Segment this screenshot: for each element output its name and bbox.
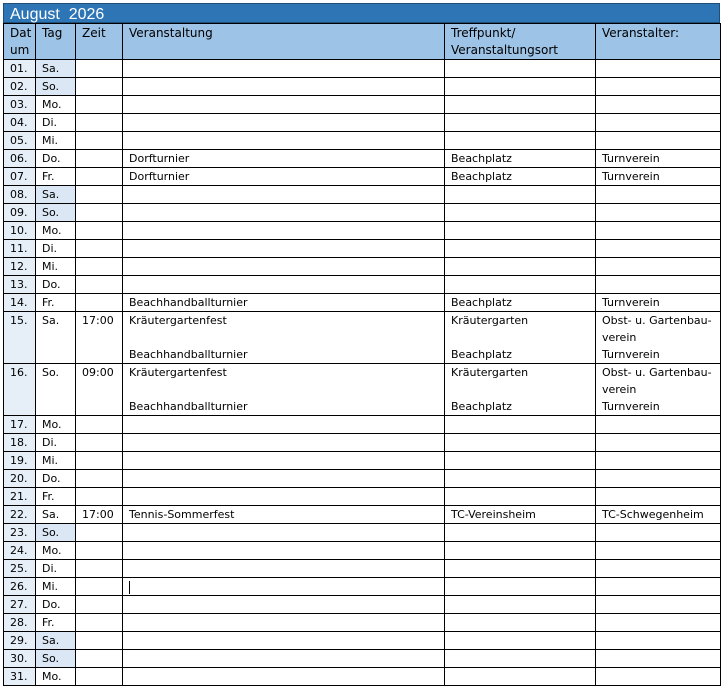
- organizer-cell[interactable]: [596, 560, 721, 578]
- event-text: Kräutergartenfest: [129, 366, 227, 379]
- table-row: [4, 276, 721, 294]
- date-cell[interactable]: 16.: [4, 364, 36, 416]
- organizer-cell[interactable]: [596, 650, 721, 668]
- date-cell[interactable]: 18.: [4, 434, 36, 452]
- organizer-text: Turnverein: [602, 400, 660, 413]
- event-cell[interactable]: [123, 560, 445, 578]
- organizer-text: Turnverein: [602, 348, 660, 361]
- organizer-text: TC-Schwegenheim: [602, 508, 704, 521]
- place-cell[interactable]: [445, 416, 596, 434]
- day-cell[interactable]: Sa.: [36, 186, 76, 204]
- place-cell[interactable]: [445, 434, 596, 452]
- day-cell[interactable]: Do.: [36, 150, 76, 168]
- table-row: [4, 186, 721, 204]
- event-cell[interactable]: [123, 578, 445, 596]
- date-cell[interactable]: 28.: [4, 614, 36, 632]
- day-cell[interactable]: Mo.: [36, 542, 76, 560]
- date-cell[interactable]: 25.: [4, 560, 36, 578]
- table-body: [4, 60, 721, 686]
- time-text: 17:00: [82, 508, 114, 521]
- time-cell[interactable]: [76, 222, 123, 240]
- time-cell[interactable]: [76, 78, 123, 96]
- place-cell[interactable]: [445, 132, 596, 150]
- table-row: [4, 294, 721, 312]
- time-text: [82, 150, 116, 167]
- table-row: [4, 222, 721, 240]
- table-row: [4, 204, 721, 222]
- date-cell[interactable]: 06.: [4, 150, 36, 168]
- date-cell[interactable]: 26.: [4, 578, 36, 596]
- organizer-cell[interactable]: [596, 168, 721, 186]
- event-cell[interactable]: [123, 258, 445, 276]
- place-cell[interactable]: [445, 258, 596, 276]
- day-cell[interactable]: Do.: [36, 470, 76, 488]
- event-text: Beachhandballturnier: [129, 348, 248, 361]
- day-cell[interactable]: So.: [36, 650, 76, 668]
- place-cell[interactable]: [445, 186, 596, 204]
- event-cell[interactable]: [123, 470, 445, 488]
- time-cell[interactable]: [76, 452, 123, 470]
- time-cell[interactable]: [76, 312, 123, 364]
- time-text: 17:00: [82, 314, 114, 327]
- table-row: [4, 470, 721, 488]
- organizer-cell[interactable]: [596, 524, 721, 542]
- date-cell[interactable]: 30.: [4, 650, 36, 668]
- place-cell[interactable]: [445, 114, 596, 132]
- place-cell[interactable]: [445, 632, 596, 650]
- day-cell[interactable]: Sa.: [36, 312, 76, 364]
- place-cell[interactable]: [445, 78, 596, 96]
- day-cell[interactable]: Mo.: [36, 668, 76, 686]
- table-row: [4, 132, 721, 150]
- place-cell[interactable]: [445, 364, 596, 416]
- date-cell[interactable]: 14.: [4, 294, 36, 312]
- place-cell[interactable]: [445, 240, 596, 258]
- event-text: [129, 329, 438, 346]
- organizer-cell[interactable]: [596, 506, 721, 524]
- organizer-text: Turnverein: [602, 170, 660, 183]
- event-cell[interactable]: [123, 78, 445, 96]
- table-row: [4, 506, 721, 524]
- header-time: Zeit: [76, 24, 123, 60]
- table-row: [4, 632, 721, 650]
- date-cell[interactable]: 08.: [4, 186, 36, 204]
- table-row: [4, 668, 721, 686]
- time-text: [82, 294, 116, 311]
- place-cell[interactable]: [445, 668, 596, 686]
- organizer-cell[interactable]: [596, 132, 721, 150]
- time-cell[interactable]: [76, 276, 123, 294]
- event-cell[interactable]: [123, 276, 445, 294]
- organizer-cell[interactable]: [596, 114, 721, 132]
- event-cell[interactable]: [123, 240, 445, 258]
- time-cell[interactable]: [76, 114, 123, 132]
- day-cell[interactable]: Fr.: [36, 488, 76, 506]
- day-cell[interactable]: Sa.: [36, 632, 76, 650]
- place-cell[interactable]: [445, 60, 596, 78]
- organizer-cell[interactable]: [596, 470, 721, 488]
- place-text: Beachplatz: [451, 400, 512, 413]
- table-row: [4, 452, 721, 470]
- organizer-cell[interactable]: [596, 452, 721, 470]
- date-cell[interactable]: 15.: [4, 312, 36, 364]
- time-cell[interactable]: [76, 524, 123, 542]
- table-row: [4, 312, 721, 364]
- time-text: [82, 398, 116, 415]
- event-cell[interactable]: [123, 114, 445, 132]
- date-cell[interactable]: 20.: [4, 470, 36, 488]
- place-text: Beachplatz: [451, 296, 512, 309]
- table-row: [4, 258, 721, 276]
- organizer-cell[interactable]: [596, 204, 721, 222]
- event-cell[interactable]: [123, 434, 445, 452]
- organizer-cell[interactable]: [596, 364, 721, 416]
- day-cell[interactable]: Fr.: [36, 168, 76, 186]
- date-cell[interactable]: 29.: [4, 632, 36, 650]
- place-cell[interactable]: [445, 488, 596, 506]
- organizer-cell[interactable]: [596, 542, 721, 560]
- time-cell[interactable]: [76, 168, 123, 186]
- day-cell[interactable]: So.: [36, 364, 76, 416]
- organizer-cell[interactable]: [596, 258, 721, 276]
- time-cell[interactable]: [76, 506, 123, 524]
- event-cell[interactable]: [123, 60, 445, 78]
- event-cell[interactable]: [123, 312, 445, 364]
- organizer-cell[interactable]: [596, 578, 721, 596]
- event-cell[interactable]: [123, 96, 445, 114]
- organizer-cell[interactable]: [596, 632, 721, 650]
- place-text: Beachplatz: [451, 152, 512, 165]
- header-row: [4, 24, 721, 60]
- time-cell[interactable]: [76, 132, 123, 150]
- day-cell[interactable]: Fr.: [36, 294, 76, 312]
- time-cell[interactable]: [76, 434, 123, 452]
- table-row: [4, 488, 721, 506]
- organizer-text: Obst- u. Gartenbau-: [602, 314, 712, 327]
- event-cell[interactable]: [123, 452, 445, 470]
- day-cell[interactable]: Sa.: [36, 60, 76, 78]
- events-table: [3, 23, 721, 686]
- organizer-cell[interactable]: [596, 416, 721, 434]
- event-cell[interactable]: [123, 204, 445, 222]
- header-place: Treffpunkt/ Veranstaltungsort: [445, 24, 596, 60]
- day-cell[interactable]: Di.: [36, 560, 76, 578]
- event-text: Kräutergartenfest: [129, 314, 227, 327]
- table-row: [4, 364, 721, 416]
- place-cell[interactable]: [445, 452, 596, 470]
- time-cell[interactable]: [76, 294, 123, 312]
- date-cell[interactable]: 09.: [4, 204, 36, 222]
- table-row: [4, 614, 721, 632]
- calendar-title: August 2026: [3, 3, 720, 23]
- date-cell[interactable]: 03.: [4, 96, 36, 114]
- place-cell[interactable]: [445, 470, 596, 488]
- date-cell[interactable]: 05.: [4, 132, 36, 150]
- event-cell[interactable]: [123, 168, 445, 186]
- time-cell[interactable]: [76, 240, 123, 258]
- day-cell[interactable]: Sa.: [36, 506, 76, 524]
- time-cell[interactable]: [76, 416, 123, 434]
- event-cell[interactable]: [123, 596, 445, 614]
- day-cell[interactable]: Do.: [36, 596, 76, 614]
- table-row: [4, 150, 721, 168]
- place-cell[interactable]: [445, 524, 596, 542]
- time-cell[interactable]: [76, 488, 123, 506]
- time-cell[interactable]: [76, 186, 123, 204]
- event-cell[interactable]: [123, 650, 445, 668]
- time-cell[interactable]: [76, 258, 123, 276]
- event-cell[interactable]: [123, 506, 445, 524]
- date-cell[interactable]: 17.: [4, 416, 36, 434]
- organizer-cell[interactable]: [596, 222, 721, 240]
- event-cell[interactable]: [123, 668, 445, 686]
- organizer-cell[interactable]: [596, 668, 721, 686]
- time-text: [82, 346, 116, 363]
- place-text: Kräutergarten: [451, 314, 529, 327]
- place-cell[interactable]: [445, 96, 596, 114]
- table-row: [4, 96, 721, 114]
- header-organizer: Veranstalter:: [596, 24, 721, 60]
- place-text: Beachplatz: [451, 170, 512, 183]
- organizer-cell[interactable]: [596, 312, 721, 364]
- organizer-cell[interactable]: [596, 240, 721, 258]
- event-text: Beachhandballturnier: [129, 296, 248, 309]
- table-row: [4, 60, 721, 78]
- date-cell[interactable]: 12.: [4, 258, 36, 276]
- header-date: Dat um: [4, 24, 36, 60]
- place-cell[interactable]: [445, 168, 596, 186]
- time-cell[interactable]: [76, 560, 123, 578]
- place-text: [451, 381, 589, 398]
- organizer-cell[interactable]: [596, 60, 721, 78]
- time-cell[interactable]: [76, 596, 123, 614]
- event-cell[interactable]: [123, 132, 445, 150]
- date-cell[interactable]: 07.: [4, 168, 36, 186]
- organizer-text: Turnverein: [602, 152, 660, 165]
- place-cell[interactable]: [445, 276, 596, 294]
- place-cell[interactable]: [445, 312, 596, 364]
- event-cell[interactable]: [123, 524, 445, 542]
- table-row: [4, 560, 721, 578]
- organizer-cell[interactable]: [596, 434, 721, 452]
- table-row: [4, 524, 721, 542]
- day-cell[interactable]: Mo.: [36, 222, 76, 240]
- organizer-cell[interactable]: [596, 596, 721, 614]
- date-cell[interactable]: 04.: [4, 114, 36, 132]
- time-cell[interactable]: [76, 150, 123, 168]
- table-row: [4, 434, 721, 452]
- event-text: Tennis-Sommerfest: [129, 508, 235, 521]
- place-cell[interactable]: [445, 542, 596, 560]
- date-cell[interactable]: 27.: [4, 596, 36, 614]
- date-cell[interactable]: 22.: [4, 506, 36, 524]
- day-cell[interactable]: Do.: [36, 276, 76, 294]
- calendar-sheet: [3, 3, 720, 686]
- time-cell[interactable]: [76, 204, 123, 222]
- day-cell[interactable]: So.: [36, 204, 76, 222]
- date-cell[interactable]: 01.: [4, 60, 36, 78]
- time-cell[interactable]: [76, 470, 123, 488]
- date-cell[interactable]: 19.: [4, 452, 36, 470]
- place-cell[interactable]: [445, 560, 596, 578]
- time-cell[interactable]: [76, 668, 123, 686]
- time-text: [82, 329, 116, 346]
- day-cell[interactable]: So.: [36, 78, 76, 96]
- event-cell[interactable]: [123, 222, 445, 240]
- place-text: [451, 329, 589, 346]
- time-cell[interactable]: [76, 650, 123, 668]
- organizer-cell[interactable]: [596, 186, 721, 204]
- place-cell[interactable]: [445, 650, 596, 668]
- day-cell[interactable]: Mi.: [36, 258, 76, 276]
- day-cell[interactable]: Mi.: [36, 452, 76, 470]
- time-cell[interactable]: [76, 578, 123, 596]
- date-cell[interactable]: 24.: [4, 542, 36, 560]
- date-cell[interactable]: 11.: [4, 240, 36, 258]
- event-cell[interactable]: [123, 364, 445, 416]
- day-cell[interactable]: Mi.: [36, 132, 76, 150]
- time-cell[interactable]: [76, 60, 123, 78]
- organizer-cell[interactable]: [596, 150, 721, 168]
- event-text: Beachhandballturnier: [129, 400, 248, 413]
- place-text: TC-Vereinsheim: [451, 508, 536, 521]
- table-row: [4, 168, 721, 186]
- place-text: Beachplatz: [451, 348, 512, 361]
- time-cell[interactable]: [76, 542, 123, 560]
- header-event: Veranstaltung: [123, 24, 445, 60]
- place-cell[interactable]: [445, 578, 596, 596]
- organizer-cell[interactable]: [596, 78, 721, 96]
- day-cell[interactable]: Di.: [36, 240, 76, 258]
- organizer-text: Turnverein: [602, 296, 660, 309]
- event-cell[interactable]: [123, 614, 445, 632]
- time-text: [82, 168, 116, 185]
- date-cell[interactable]: 02.: [4, 78, 36, 96]
- table-row: [4, 578, 721, 596]
- table-row: [4, 78, 721, 96]
- place-text: Kräutergarten: [451, 366, 529, 379]
- date-cell[interactable]: 13.: [4, 276, 36, 294]
- organizer-cell[interactable]: [596, 276, 721, 294]
- place-cell[interactable]: [445, 150, 596, 168]
- time-cell[interactable]: [76, 96, 123, 114]
- header-day: Tag: [36, 24, 76, 60]
- day-cell[interactable]: So.: [36, 524, 76, 542]
- time-text: 09:00: [82, 366, 114, 379]
- place-cell[interactable]: [445, 294, 596, 312]
- table-row: [4, 416, 721, 434]
- day-cell[interactable]: Di.: [36, 434, 76, 452]
- event-cell[interactable]: [123, 542, 445, 560]
- event-cell[interactable]: [123, 488, 445, 506]
- event-cell[interactable]: [123, 294, 445, 312]
- time-text: [82, 381, 116, 398]
- time-cell[interactable]: [76, 364, 123, 416]
- place-cell[interactable]: [445, 204, 596, 222]
- day-cell[interactable]: Mo.: [36, 416, 76, 434]
- place-cell[interactable]: [445, 596, 596, 614]
- time-cell[interactable]: [76, 632, 123, 650]
- date-cell[interactable]: 21.: [4, 488, 36, 506]
- event-cell[interactable]: [123, 150, 445, 168]
- organizer-text: Obst- u. Gartenbau-: [602, 366, 712, 379]
- organizer-text: verein: [602, 383, 637, 396]
- event-cell[interactable]: [123, 632, 445, 650]
- event-text: Dorfturnier: [129, 170, 190, 183]
- place-cell[interactable]: [445, 614, 596, 632]
- organizer-cell[interactable]: [596, 96, 721, 114]
- date-cell[interactable]: 23.: [4, 524, 36, 542]
- table-row: [4, 240, 721, 258]
- day-cell[interactable]: Mi.: [36, 578, 76, 596]
- text-cursor: [129, 581, 130, 594]
- organizer-cell[interactable]: [596, 488, 721, 506]
- day-cell[interactable]: Di.: [36, 114, 76, 132]
- organizer-cell[interactable]: [596, 294, 721, 312]
- event-cell[interactable]: [123, 416, 445, 434]
- organizer-text: verein: [602, 331, 637, 344]
- table-row: [4, 114, 721, 132]
- event-cell[interactable]: [123, 186, 445, 204]
- day-cell[interactable]: Mo.: [36, 96, 76, 114]
- day-cell[interactable]: Fr.: [36, 614, 76, 632]
- table-row: [4, 596, 721, 614]
- date-cell[interactable]: 10.: [4, 222, 36, 240]
- table-row: [4, 542, 721, 560]
- date-cell[interactable]: 31.: [4, 668, 36, 686]
- time-cell[interactable]: [76, 614, 123, 632]
- place-cell[interactable]: [445, 222, 596, 240]
- event-text: Dorfturnier: [129, 152, 190, 165]
- event-text: [129, 381, 438, 398]
- place-cell[interactable]: [445, 506, 596, 524]
- organizer-cell[interactable]: [596, 614, 721, 632]
- table-row: [4, 650, 721, 668]
